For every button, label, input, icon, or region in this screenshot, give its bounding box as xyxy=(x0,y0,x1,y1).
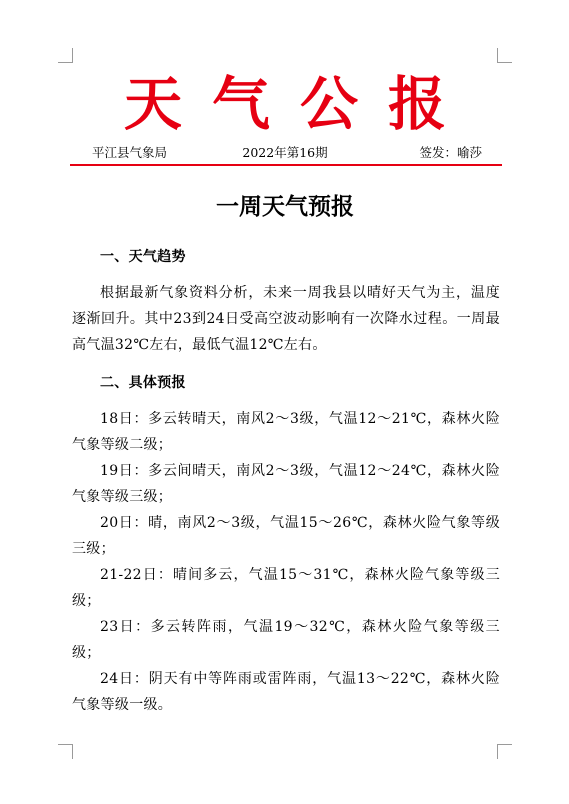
forecast-day-24: 24日：阴天有中等阵雨或雷阵雨，气温13～22℃，森林火险气象等级一级。 xyxy=(72,671,500,713)
section-heading-forecast: 二、具体预报 xyxy=(100,375,186,391)
issue-info-line xyxy=(70,144,500,162)
red-divider xyxy=(70,164,502,166)
margin-mark-bottom-left xyxy=(58,744,73,759)
forecast-day-20: 20日：晴，南风2～3级，气温15～26℃，森林火险气象等级三级； xyxy=(72,515,500,557)
section-heading-trend: 一、天气趋势 xyxy=(100,249,186,265)
margin-mark-top-right xyxy=(497,48,512,63)
forecast-day-19: 19日：多云间晴天，南风2～3级，气温12～24℃，森林火险气象等级三级； xyxy=(72,463,500,505)
margin-mark-top-left xyxy=(58,48,73,63)
document-title: 一周天气预报 xyxy=(216,194,354,220)
forecast-day-18: 18日：多云转晴天，南风2～3级，气温12～21℃，森林火险气象等级二级； xyxy=(72,411,500,453)
forecast-day-23: 23日：多云转阵雨，气温19～32℃，森林火险气象等级三级； xyxy=(72,619,500,661)
issue-number: 2022年第16期 xyxy=(242,145,328,160)
document-body xyxy=(72,244,500,718)
issuer: 平江县气象局 xyxy=(92,145,168,160)
margin-mark-bottom-right xyxy=(497,744,512,759)
signer: 签发：喻莎 xyxy=(419,145,482,160)
trend-paragraph: 根据最新气象资料分析，未来一周我县以晴好天气为主，温度逐渐回升。其中23到24日受高空波动影响有一次降水过程。一周最高气温32℃左右，最低气温12℃左右。 xyxy=(72,285,500,353)
masthead-title: 天气公报 xyxy=(123,70,476,138)
forecast-day-21-22: 21-22日：晴间多云，气温15～31℃，森林火险气象等级三级； xyxy=(72,567,500,609)
